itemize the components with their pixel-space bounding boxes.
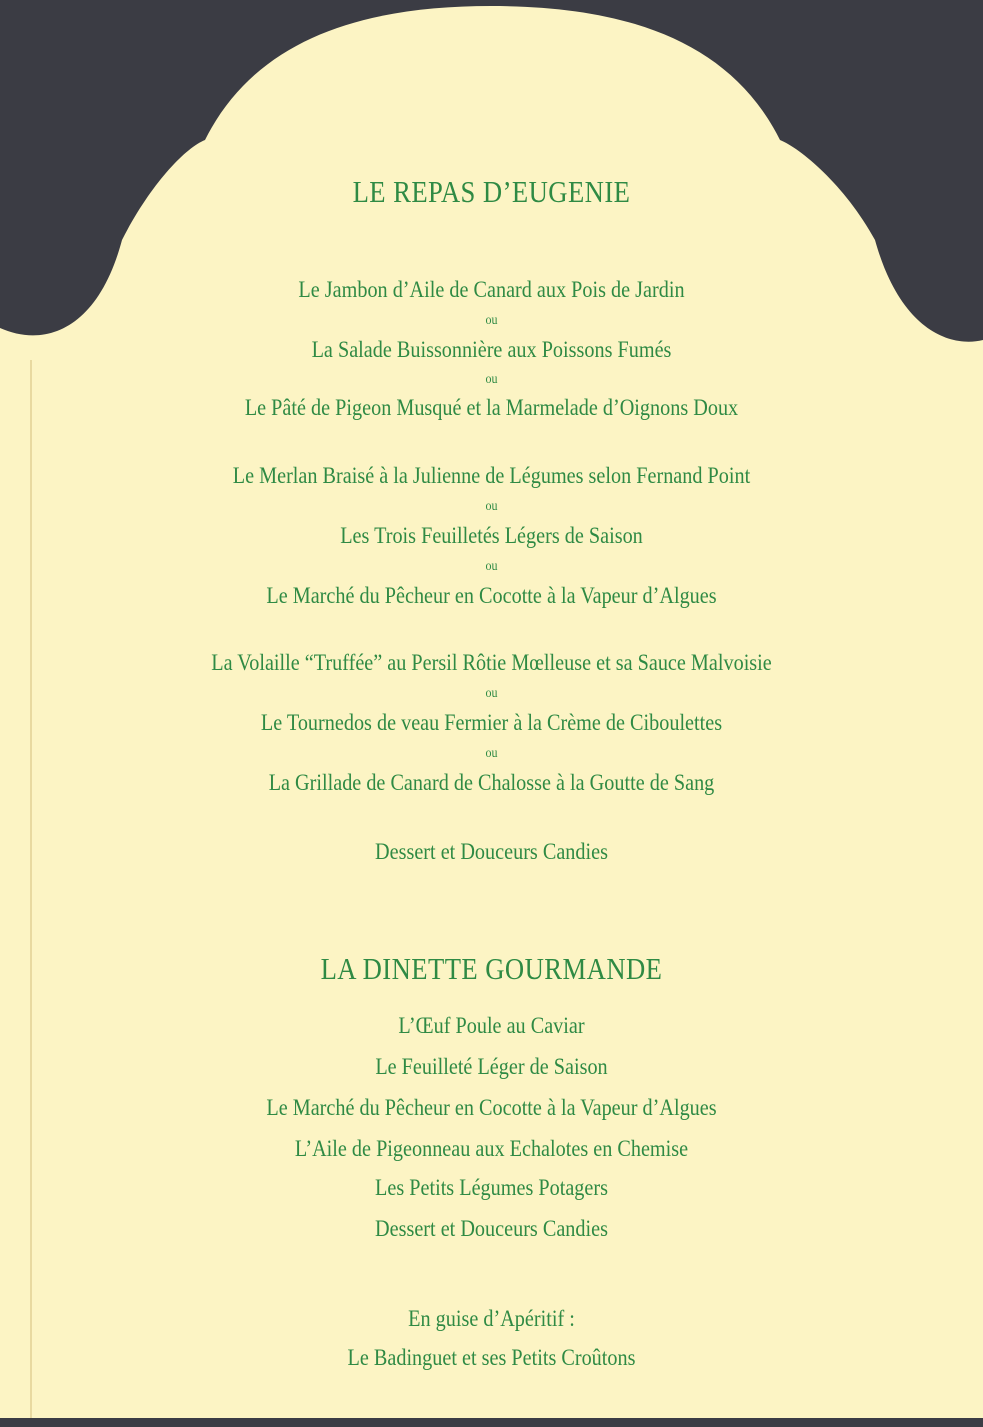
aperitif-heading: En guise d’Apéritif : <box>408 1306 575 1332</box>
dinette-dish: Les Petits Légumes Potagers <box>375 1175 608 1201</box>
repas-dish: Les Trois Feuilletés Légers de Saison <box>340 523 643 549</box>
repas-dish: La Volaille “Truffée” au Persil Rôtie Mœlleuse et sa Sauce Malvoisie <box>211 650 772 676</box>
repas-dish: La Salade Buissonnière aux Poissons Fumés <box>311 337 672 363</box>
dinette-dish: L’Œuf Poule au Caviar <box>398 1013 585 1039</box>
dinette-title: LA DINETTE GOURMANDE <box>320 951 663 986</box>
repas-dish: Le Jambon d’Aile de Canard aux Pois de Jardin <box>298 277 685 303</box>
ou-separator: ou <box>485 686 498 701</box>
dinette-dish: Dessert et Douceurs Candies <box>375 1216 608 1242</box>
repas-dish: Le Merlan Braisé à la Julienne de Légumes selon Fernand Point <box>232 463 751 489</box>
repas-title: LE REPAS D’EUGENIE <box>352 174 631 209</box>
dinette-dish: Le Marché du Pêcheur en Cocotte à la Vapeur d’Algues <box>266 1095 717 1121</box>
aperitif-item: Le Badinguet et ses Petits Croûtons <box>347 1345 636 1371</box>
ou-separator: ou <box>485 499 498 514</box>
repas-dish: Dessert et Douceurs Candies <box>375 839 608 865</box>
repas-dish: Le Pâté de Pigeon Musqué et la Marmelade d’Oignons Doux <box>244 395 739 421</box>
repas-dish: La Grillade de Canard de Chalosse à la Goutte de Sang <box>268 770 715 796</box>
ou-separator: ou <box>485 372 498 387</box>
repas-dish: Le Tournedos de veau Fermier à la Crème de Ciboulettes <box>260 710 723 736</box>
ou-separator: ou <box>485 559 498 574</box>
dinette-dish: L’Aile de Pigeonneau aux Echalotes en Chemise <box>294 1136 689 1162</box>
dinette-dish: Le Feuilleté Léger de Saison <box>375 1054 608 1080</box>
repas-dish: Le Marché du Pêcheur en Cocotte à la Vapeur d’Algues <box>266 583 717 609</box>
ou-separator: ou <box>485 313 498 328</box>
ou-separator: ou <box>485 746 498 761</box>
